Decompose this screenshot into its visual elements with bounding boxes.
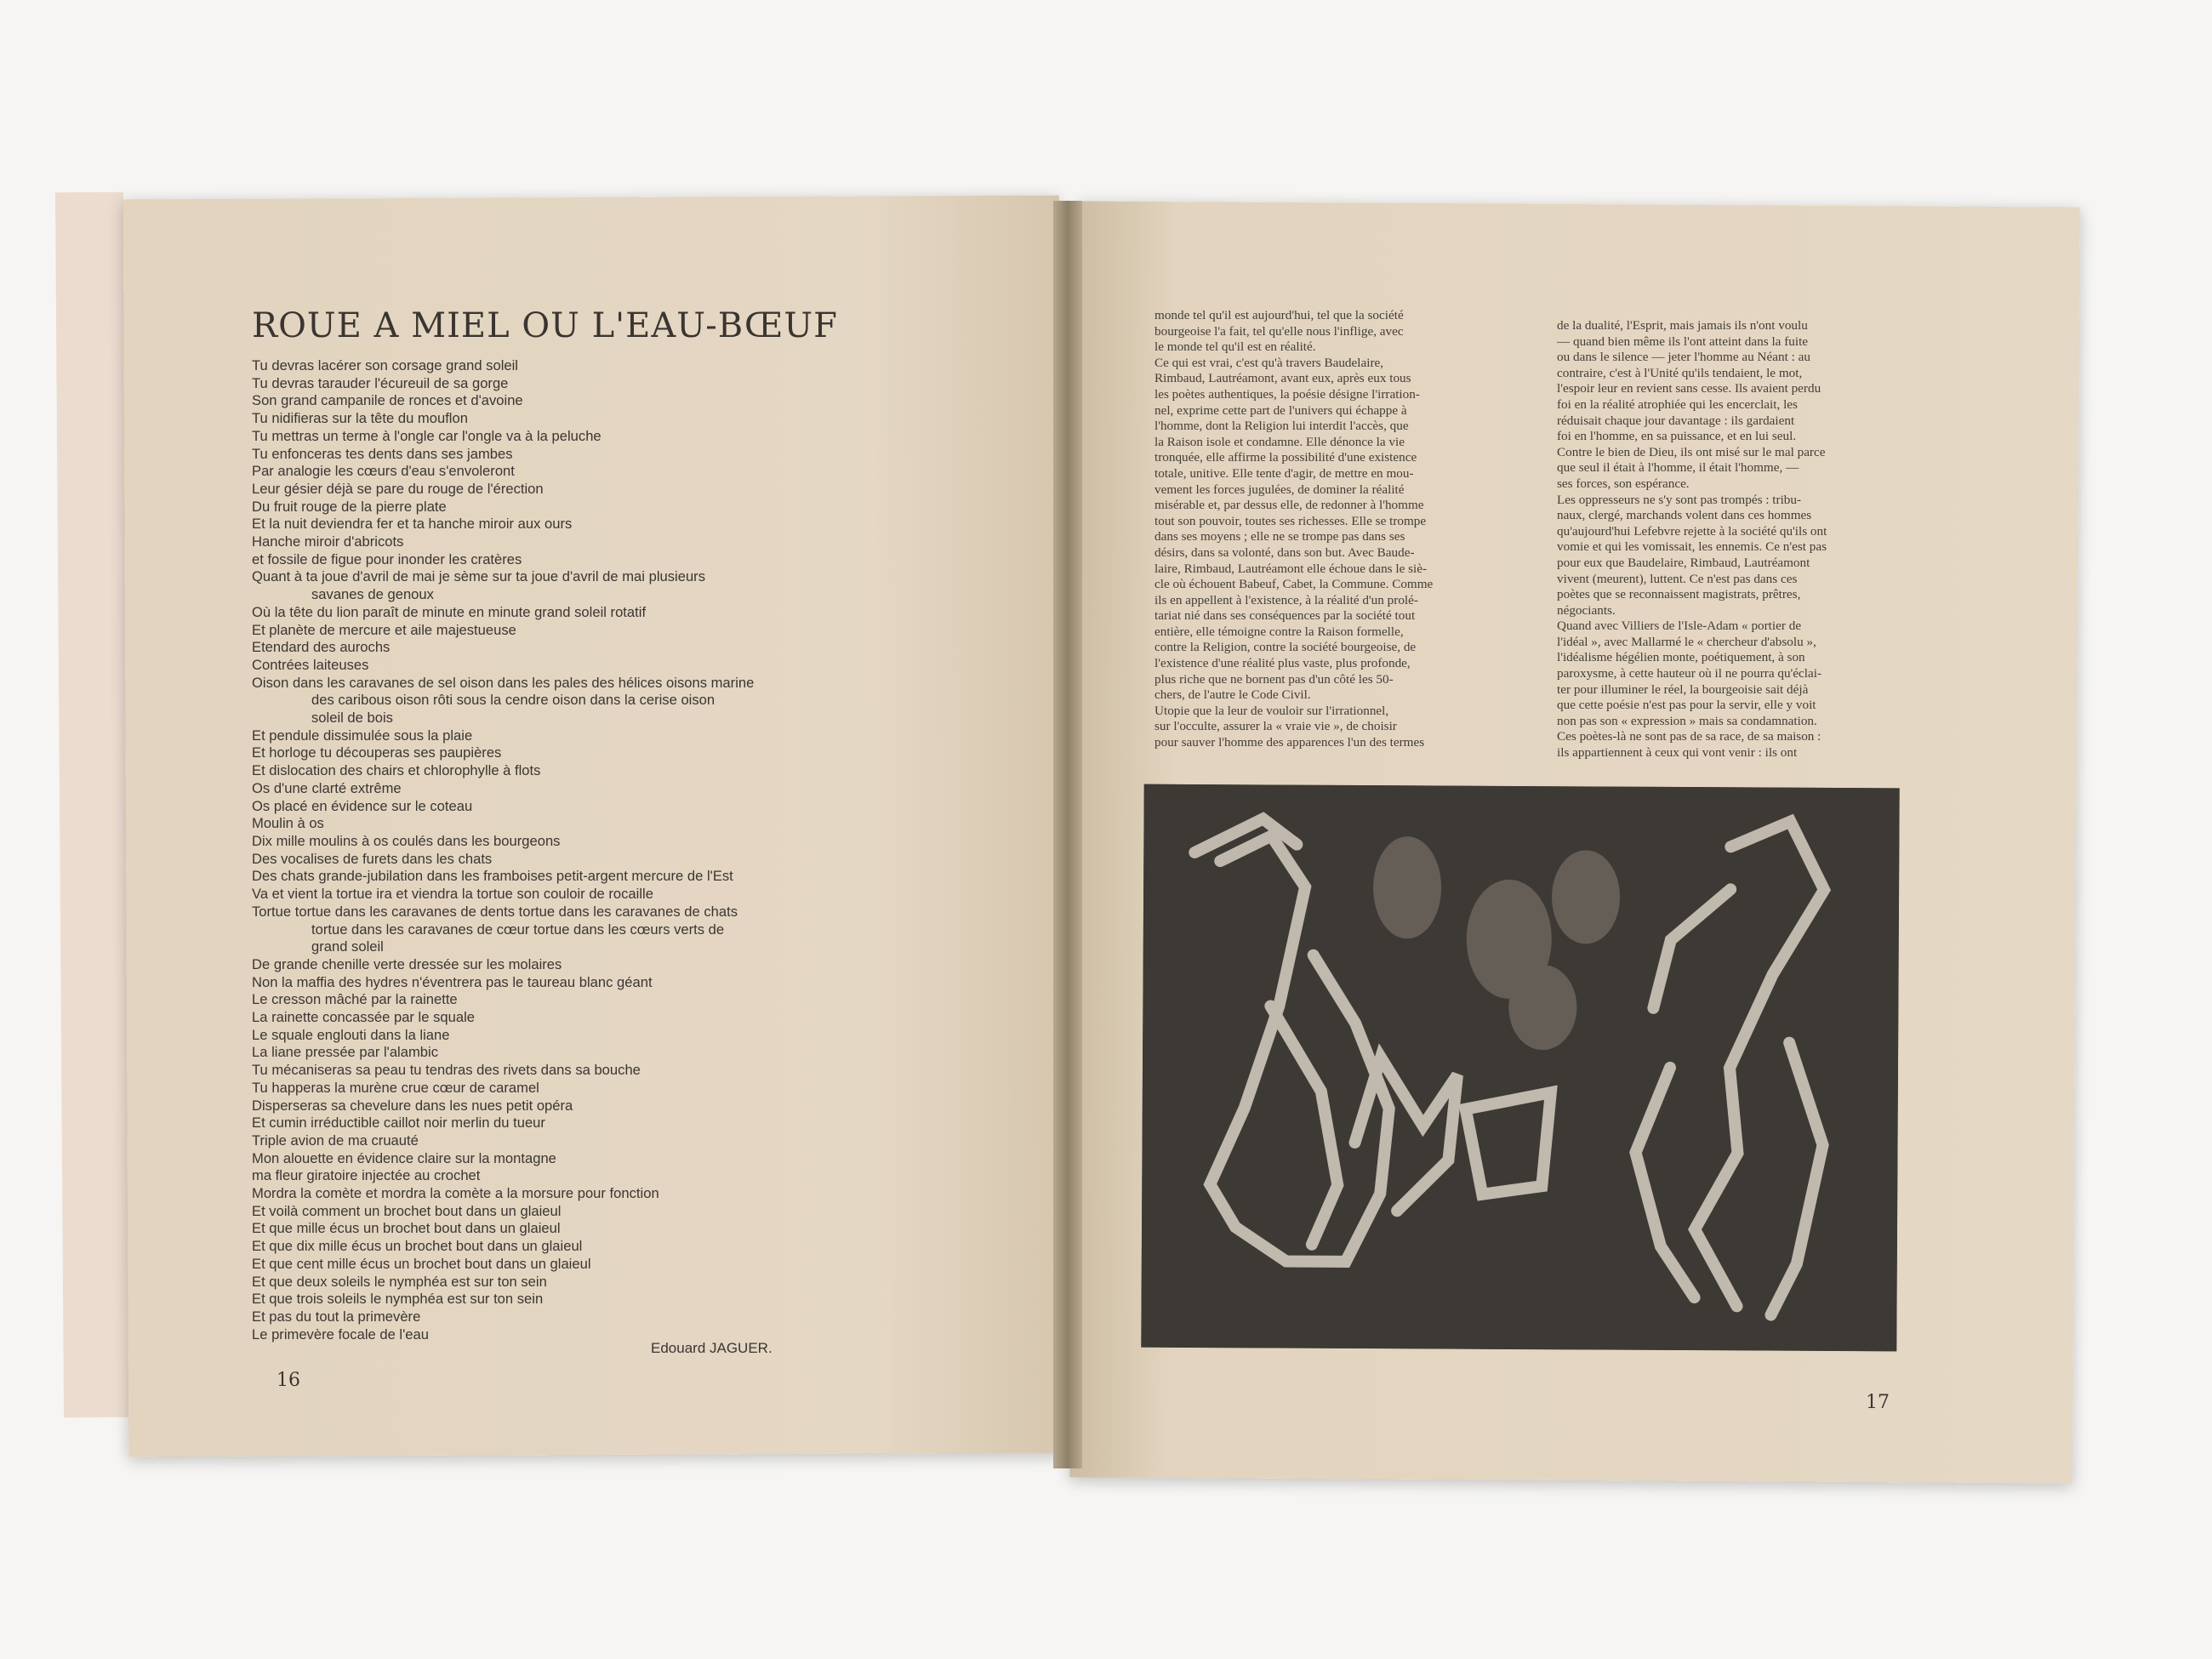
illustration-artwork bbox=[1141, 784, 1899, 1352]
article-line: dans ses moyens ; elle ne se trompe pas dans ses bbox=[1154, 529, 1405, 544]
article-line: qu'aujourd'hui Lefebvre rejette à la société qu'ils ont bbox=[1557, 523, 1827, 539]
article-line: la Raison isole et condamne. Elle dénonce la vie bbox=[1154, 434, 1405, 449]
article-line: plus riche que ne bornent pas d'un côté les 50- bbox=[1154, 671, 1394, 687]
article-line: nel, exprime cette part de l'univers qui échappe à bbox=[1154, 402, 1407, 418]
poem-line: ma fleur giratoire injectée au crochet bbox=[252, 1167, 481, 1184]
poem-line: Et que deux soleils le nymphéa est sur ton sein bbox=[252, 1273, 547, 1290]
article-line: tariat nié dans ses conséquences par la société tout bbox=[1154, 608, 1416, 624]
poem-line: Et pas du tout la primevère bbox=[252, 1308, 421, 1325]
page-number-right: 17 bbox=[1866, 1392, 1890, 1413]
article-line: Ce qui est vrai, c'est qu'à travers Baudelaire, bbox=[1154, 355, 1384, 370]
article-line: laire, Rimbaud, Lautréamont elle échoue dans le siè- bbox=[1154, 561, 1428, 576]
poem-line: Des chats grande-jubilation dans les framboises petit-argent mercure de l'Est bbox=[252, 868, 733, 885]
article-line: Ces poètes-là ne sont pas de sa race, de sa maison : bbox=[1557, 729, 1821, 744]
poem-line: Tu mécaniseras sa peau tu tendras des rivets dans sa bouche bbox=[252, 1062, 641, 1079]
poem-line: Et pendule dissimulée sous la plaie bbox=[252, 727, 473, 744]
poem-line: De grande chenille verte dressée sur les molaires bbox=[252, 955, 562, 972]
poem-line: des caribous oison rôti sous la cendre oison dans la cerise oison bbox=[311, 692, 715, 709]
poem-line: Et horloge tu découperas ses paupières bbox=[252, 744, 502, 761]
article-line: — quand bien même ils l'ont atteint dans la fuite bbox=[1557, 334, 1809, 349]
article-line: ter pour illuminer le réel, la bourgeoisie sait déjà bbox=[1557, 681, 1809, 697]
article-line: que cette poésie n'est pas pour la servir, elle y voit bbox=[1557, 698, 1816, 713]
article-line: cle où échouent Babeuf, Cabet, la Commune. Comme bbox=[1154, 577, 1434, 592]
poem-line: Moulin à os bbox=[252, 815, 324, 832]
poem-line: tortue dans les caravanes de cœur tortue dans les cœurs verts de bbox=[311, 921, 725, 938]
article-line: pour sauver l'homme des apparences l'un des termes bbox=[1154, 735, 1425, 750]
article-line: bourgeoise l'a fait, tel qu'elle nous l'inflige, avec bbox=[1154, 323, 1404, 339]
article-column-2 bbox=[1557, 318, 1914, 761]
article-line: Utopie que la leur de vouloir sur l'irrationnel, bbox=[1154, 703, 1389, 718]
poem-line: Tu mettras un terme à l'ongle car l'ongle va à la peluche bbox=[252, 427, 601, 444]
poem-line: Et planète de mercure et aile majestueuse bbox=[252, 621, 516, 638]
poem-line: La liane pressée par l'alambic bbox=[252, 1044, 439, 1061]
article-line: tout son pouvoir, toutes ses richesses. Elle se trompe bbox=[1154, 513, 1427, 528]
poem-line: Tortue tortue dans les caravanes de dents tortue dans les caravanes de chats bbox=[252, 903, 738, 920]
article-line: entière, elle témoigne contre la Raison formelle, bbox=[1154, 624, 1404, 639]
poem-line: Son grand campanile de ronces et d'avoine bbox=[252, 392, 523, 409]
poem-line: Mordra la comète et mordra la comète a la morsure pour fonction bbox=[252, 1185, 659, 1202]
article-line: désirs, dans sa volonté, dans son but. Avec Baude- bbox=[1154, 544, 1415, 560]
article-line: négociants. bbox=[1557, 602, 1616, 618]
article-line: l'idéal », avec Mallarmé le « chercheur d'absolu », bbox=[1557, 634, 1816, 649]
article-line: l'espoir leur en revient sans cesse. Ils avaient perdu bbox=[1557, 381, 1821, 396]
poem-line: Non la maffia des hydres n'éventrera pas le taureau blanc géant bbox=[252, 973, 653, 990]
poem-line: savanes de genoux bbox=[311, 586, 434, 603]
poem-line: Le cresson mâché par la rainette bbox=[252, 991, 458, 1008]
poem-line: Où la tête du lion paraît de minute en minute grand soleil rotatif bbox=[252, 603, 647, 620]
poem-text bbox=[252, 357, 907, 1343]
poem-line: Triple avion de ma cruauté bbox=[252, 1132, 419, 1149]
poem-line: Tu happeras la murène crue cœur de caramel bbox=[252, 1079, 539, 1096]
article-line: foi en la réalité atrophiée qui les encerclait, les bbox=[1557, 396, 1798, 412]
article-line: de la dualité, l'Esprit, mais jamais ils n'ont voulu bbox=[1557, 318, 1808, 333]
poem-line: Leur gésier déjà se pare du rouge de l'érection bbox=[252, 480, 544, 497]
article-line: vivent (meurent), luttent. Ce n'est pas dans ces bbox=[1557, 571, 1798, 586]
article-line: non pas son « expression » mais sa condamnation. bbox=[1557, 713, 1817, 728]
article-line: tronquée, elle affirme la possibilité d'une existence bbox=[1154, 450, 1417, 465]
poem-line: Oison dans les caravanes de sel oison dans les pales des hélices oisons marine bbox=[252, 674, 755, 691]
article-line: l'existence d'une réalité plus vaste, plus profonde, bbox=[1154, 656, 1411, 671]
poem-line: La rainette concassée par le squale bbox=[252, 1009, 475, 1026]
article-line: poètes que se reconnaissent magistrats, prêtres, bbox=[1557, 587, 1801, 602]
article-line: totale, unitive. Elle tente d'agir, de mettre en mou- bbox=[1154, 465, 1414, 481]
book-gutter bbox=[1053, 201, 1082, 1468]
article-line: Contre le bien de Dieu, ils ont misé sur le mal parce bbox=[1557, 444, 1826, 459]
article-column-1 bbox=[1154, 308, 1512, 751]
article-line: pour eux que Baudelaire, Rimbaud, Lautréamont bbox=[1557, 555, 1810, 570]
poem-author: Edouard JAGUER. bbox=[651, 1340, 772, 1356]
article-line: sur l'occulte, assurer la « vraie vie », de choisir bbox=[1154, 719, 1397, 734]
article-line: naux, clergé, marchands volent dans ces hommes bbox=[1557, 508, 1812, 523]
article-line: le monde tel qu'il est en réalité. bbox=[1154, 339, 1316, 355]
poem-line: Le primevère focale de l'eau bbox=[252, 1325, 429, 1343]
article-line: Rimbaud, Lautréamont, avant eux, après eux tous bbox=[1154, 371, 1411, 386]
article-line: vement les forces jugulées, de dominer la réalité bbox=[1154, 482, 1405, 497]
poem-line: Disperseras sa chevelure dans les nues petit opéra bbox=[252, 1097, 573, 1114]
under-sheet bbox=[55, 192, 132, 1418]
article-line: chers, de l'autre le Code Civil. bbox=[1154, 687, 1311, 703]
poem-line: Os placé en évidence sur le coteau bbox=[252, 797, 473, 814]
article-line: paroxysme, à cette hauteur où il ne pourra qu'éclai- bbox=[1557, 666, 1821, 681]
poem-line: Du fruit rouge de la pierre plate bbox=[252, 498, 447, 515]
poem-line: Et que cent mille écus un brochet bout dans un glaieul bbox=[252, 1255, 591, 1272]
poem-line: Os d'une clarté extrême bbox=[252, 779, 402, 796]
poem-line: Quant à ta joue d'avril de mai je sème sur ta joue d'avril de mai plusieurs bbox=[252, 568, 705, 585]
article-line: l'idéalisme hégélien monte, poétiquement, à son bbox=[1557, 650, 1805, 665]
article-line: monde tel qu'il est aujourd'hui, tel que la société bbox=[1154, 308, 1404, 322]
poem-line: Tu enfonceras tes dents dans ses jambes bbox=[252, 445, 513, 462]
poem-title: ROUE A MIEL OU L'EAU-BŒUF bbox=[252, 306, 838, 345]
page-number-left: 16 bbox=[276, 1370, 300, 1391]
article-line: ses forces, son espérance. bbox=[1557, 476, 1690, 491]
poem-line: Et dislocation des chairs et chlorophylle à flots bbox=[252, 762, 541, 779]
article-line: les poètes authentiques, la poésie désigne l'irration- bbox=[1154, 386, 1420, 402]
poem-line: soleil de bois bbox=[311, 710, 393, 727]
article-line: contraire, c'est à l'Unité qu'ils tendaient, le mot, bbox=[1557, 365, 1803, 380]
poem-line: Etendard des aurochs bbox=[252, 639, 391, 656]
poem-line: Le squale englouti dans la liane bbox=[252, 1026, 450, 1043]
poem-line: Tu devras tarauder l'écureuil de sa gorge bbox=[252, 374, 509, 391]
article-line: que seul il était à l'homme, il était l'homme, — bbox=[1557, 460, 1799, 476]
poem-line: Tu nidifieras sur la tête du mouflon bbox=[252, 410, 468, 427]
article-line: vomie et qui les vomissait, les ennemis. Ce n'est pas bbox=[1557, 539, 1827, 555]
poem-line: Et que trois soleils le nymphéa est sur ton sein bbox=[252, 1291, 544, 1308]
poem-line: Hanche miroir d'abricots bbox=[252, 533, 404, 550]
poem-line: Et voilà comment un brochet bout dans un glaieul bbox=[252, 1202, 562, 1219]
poem-line: Contrées laiteuses bbox=[252, 656, 369, 673]
article-line: foi en l'homme, en sa puissance, et en lui seul. bbox=[1557, 429, 1797, 444]
illustration bbox=[1141, 784, 1899, 1352]
poem-line: Et cumin irréductible caillot noir merlin du tueur bbox=[252, 1115, 545, 1132]
article-line: misérable et, par dessus elle, de redonner à l'homme bbox=[1154, 498, 1424, 513]
article-line: ou dans le silence — jeter l'homme au Néant : au bbox=[1557, 350, 1810, 365]
poem-line: Et que dix mille écus un brochet bout dans un glaieul bbox=[252, 1238, 583, 1255]
article-line: réduisait chaque jour davantage : ils gardaient bbox=[1557, 413, 1795, 428]
poem-line: et fossile de figue pour inonder les cratères bbox=[252, 550, 522, 567]
article-line: contre la Religion, contre la société bourgeoise, de bbox=[1154, 640, 1417, 655]
poem-line: Dix mille moulins à os coulés dans les bourgeons bbox=[252, 832, 561, 849]
poem-line: Et que mille écus un brochet bout dans un glaieul bbox=[252, 1220, 561, 1237]
poem-line: Mon alouette en évidence claire sur la montagne bbox=[252, 1149, 556, 1166]
poem-line: Et la nuit deviendra fer et ta hanche miroir aux ours bbox=[252, 516, 573, 533]
article-line: ils en appellent à l'existence, à la réalité d'un prolé- bbox=[1154, 592, 1418, 607]
poem-line: grand soleil bbox=[311, 938, 384, 955]
article-line: l'homme, dont la Religion lui interdit l'accès, que bbox=[1154, 419, 1409, 434]
article-line: Les oppresseurs ne s'y sont pas trompés : tribu- bbox=[1557, 492, 1802, 507]
article-line: ils appartiennent à ceux qui vont venir : ils ont bbox=[1557, 745, 1798, 761]
article-line: Quand avec Villiers de l'Isle-Adam « portier de bbox=[1557, 619, 1802, 634]
poem-line: Tu devras lacérer son corsage grand soleil bbox=[252, 357, 518, 373]
poem-line: Va et vient la tortue ira et viendra la tortue son couloir de rocaille bbox=[252, 886, 653, 903]
poem-line: Par analogie les cœurs d'eau s'envoleront bbox=[252, 463, 515, 480]
poem-line: Des vocalises de furets dans les chats bbox=[252, 850, 493, 867]
